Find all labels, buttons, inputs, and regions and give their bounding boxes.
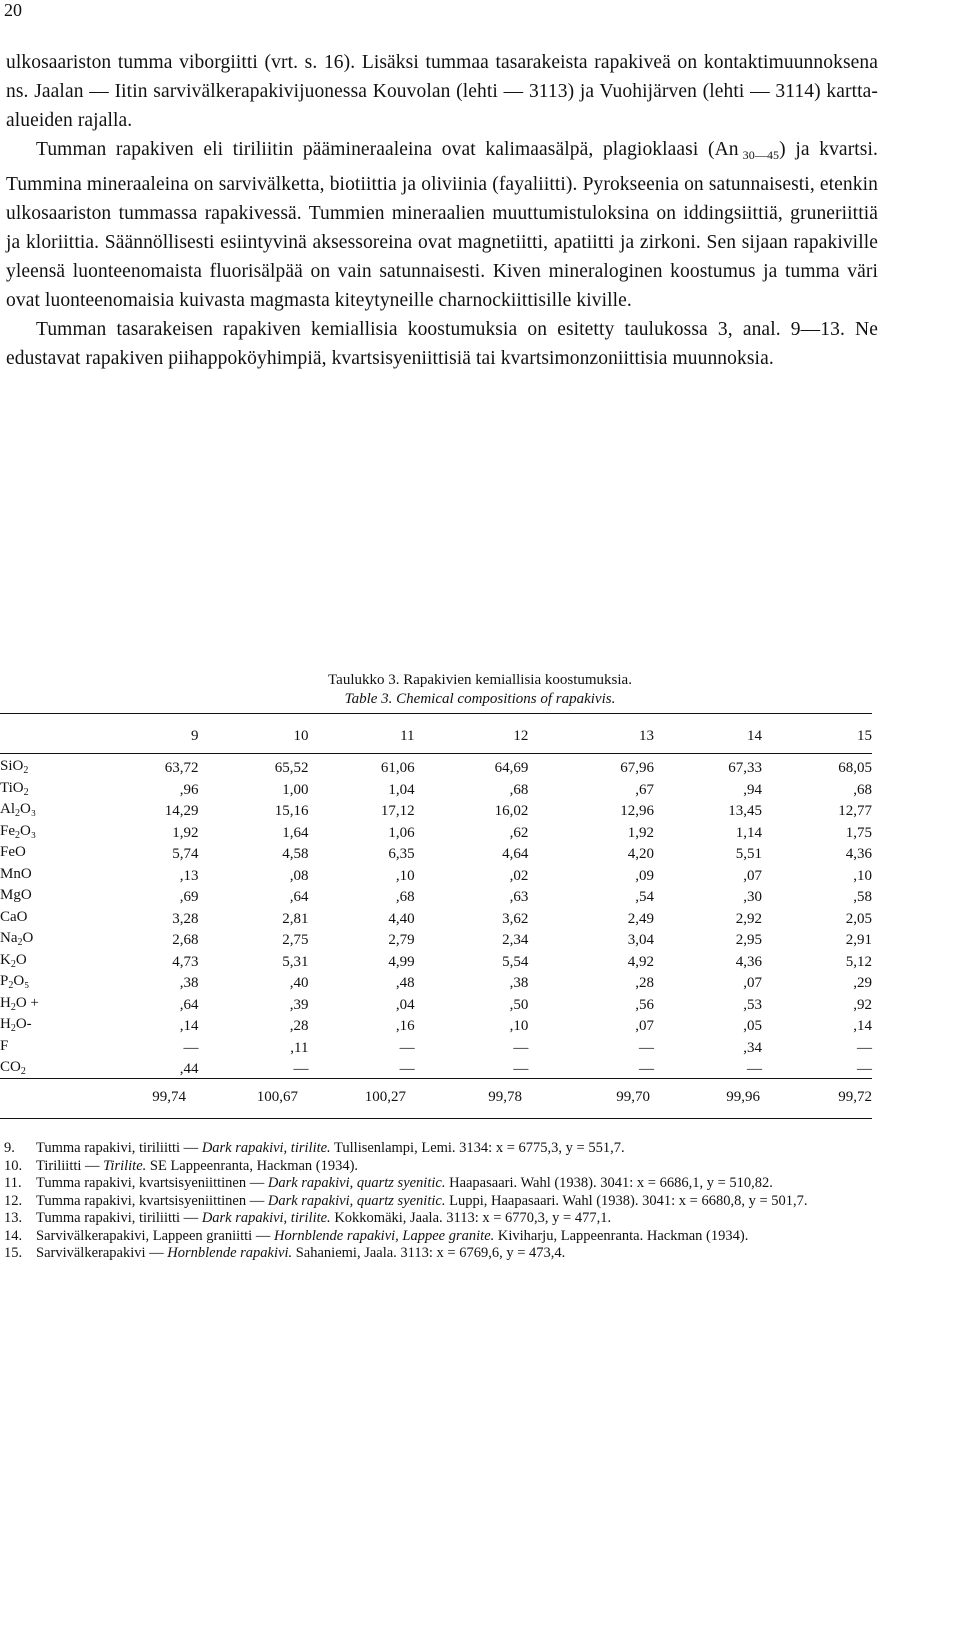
analysis-note: [4, 1140, 872, 1158]
table-cell: ,62: [509, 824, 529, 841]
table-cell: ,14: [853, 1018, 872, 1034]
table-cell: 1,06: [388, 824, 415, 841]
table-cell: 2,49: [627, 910, 654, 927]
table-cell: ,39: [289, 996, 309, 1013]
table-row: [0, 887, 872, 909]
column-header: 12: [513, 728, 529, 745]
table-cell: ,94: [743, 781, 762, 798]
table-cell: 15,16: [274, 803, 309, 819]
table-cell: —: [638, 1061, 654, 1077]
column-header: 9: [191, 728, 199, 745]
table-cell: ,07: [743, 975, 762, 991]
table-cell: ,92: [853, 996, 872, 1013]
table-cell: 5,74: [172, 846, 199, 862]
oxide-label: $CO_2$: [0, 1059, 26, 1077]
note-number: 13.: [4, 1210, 23, 1226]
oxide-label: SiO$_2$: [0, 758, 29, 776]
anorthite-range: 30—45: [742, 148, 780, 162]
paragraph-3: Tumman tasarakeisen rapakiven kemiallisia koostumuksia on esitetty taulukossa 3, anal. 9—13. Ne edustavat rapakiven piihappoköyhimpiä, kvartsisyeniittisiä tai kvartsimonzoniittisia muunnoksia.: [6, 319, 878, 369]
table-cell: 1,64: [282, 824, 309, 841]
table-cell: 2,05: [845, 910, 872, 927]
table-cell: 5,54: [502, 953, 529, 970]
table-cell: ,14: [179, 1018, 199, 1034]
table-cell: 13,45: [728, 803, 762, 819]
note-english-name: Dark rapakivi, quartz syenitic.: [267, 1175, 446, 1191]
totals-empty-cell: [0, 1087, 64, 1107]
column-header: 10: [293, 728, 309, 745]
table-cell: ,28: [289, 1018, 309, 1034]
table-cell: ,05: [743, 1018, 762, 1034]
total-value: 99,96: [726, 1088, 760, 1105]
note-text: Tumma rapakivi, kvartsisyeniittinen —: [36, 1175, 268, 1191]
table-cell: 5,31: [282, 953, 309, 970]
table-cell: ,29: [853, 975, 872, 991]
total-value: 100,27: [364, 1088, 406, 1105]
note-english-name: Dark rapakivi, tirilite.: [201, 1140, 331, 1156]
table-cell: ,50: [509, 996, 529, 1013]
table-cell: 6,35: [388, 846, 415, 862]
table-cell: ,54: [635, 889, 654, 905]
total-value: 99,78: [488, 1088, 522, 1105]
oxide-label: $Na_2O$: [0, 930, 34, 948]
table-cell: ,68: [395, 889, 415, 905]
table-cell: ,44: [179, 1061, 199, 1077]
table-cell: ,07: [743, 867, 762, 884]
note-locality: Kiviharju, Lappeenranta. Hackman (1934).: [494, 1227, 749, 1244]
table-top-rule: [0, 713, 872, 714]
table-row: [0, 930, 872, 952]
table-cell: ,53: [743, 996, 762, 1013]
table-cell: 3,28: [172, 910, 199, 927]
total-value: 99,74: [152, 1088, 186, 1105]
table-cell: —: [183, 1039, 199, 1056]
table-cell: ,16: [395, 1018, 415, 1034]
table-row: [0, 801, 872, 823]
table-cell: ,68: [853, 781, 872, 798]
table-row: [0, 1038, 872, 1060]
note-locality: Kokkomäki, Jaala. 3113: x = 6770,3, y = 477,1.: [330, 1210, 612, 1226]
body-text: [6, 48, 878, 373]
table-row: [0, 844, 872, 866]
table-cell: 61,06: [380, 760, 415, 776]
note-english-name: Dark rapakivi, tirilite.: [201, 1210, 331, 1226]
table-cell: ,63: [509, 889, 529, 905]
column-header: 14: [746, 728, 762, 745]
table-cell: 4,58: [282, 846, 309, 862]
table-cell: 4,40: [388, 910, 415, 927]
table-cell: ,38: [509, 975, 529, 991]
note-english-name: Tirilite.: [103, 1157, 147, 1174]
totals-table: [0, 1087, 872, 1107]
oxide-label: MnO: [0, 865, 32, 882]
oxide-label: F: [0, 1037, 9, 1054]
table-row: [0, 973, 872, 995]
page-number: 20: [4, 0, 22, 20]
table-cell: ,56: [635, 996, 654, 1013]
table-cell: 2,79: [388, 932, 415, 948]
table-cell: ,64: [289, 889, 309, 905]
table-cell: 1,04: [388, 781, 415, 798]
oxide-label: CaO: [0, 908, 28, 925]
table-cell: —: [399, 1039, 415, 1056]
note-text: Tumma rapakivi, tiriliitti —: [36, 1210, 202, 1226]
note-number: 15.: [4, 1245, 23, 1261]
table-cell: 4,36: [845, 846, 872, 862]
table-cell: ,02: [509, 867, 529, 884]
table-cell: —: [857, 1061, 872, 1077]
table-caption-english: Table 3. Chemical compositions of rapakivis.: [344, 691, 616, 707]
table-cell: ,28: [635, 975, 654, 991]
table-totals-rule: [0, 1078, 872, 1079]
table-cell: 5,12: [845, 953, 872, 970]
table-cell: 4,73: [172, 953, 199, 970]
table-cell: 2,81: [282, 910, 309, 927]
paragraph-1: ulkosaariston tumma viborgiitti (vrt. s. 16). Lisäksi tummaa tasarakeista rapakiveä on kontaktimuunnoksena ns. Jaalan — Iitin sarvivälkerapakivijuonessa Kouvolan (lehti — 3113) ja Vuohijärven (lehti — 3114) kartta-alueiden rajalla.: [6, 52, 878, 131]
table-cell: 2,91: [845, 932, 872, 948]
total-value: 99,70: [616, 1088, 650, 1105]
column-header: 15: [857, 728, 872, 745]
table-cell: 4,64: [502, 846, 529, 862]
table-cell: 65,52: [274, 760, 309, 776]
note-locality: Haapasaari. Wahl (1938). 3041: x = 6686,1, y = 510,82.: [445, 1175, 773, 1191]
note-locality: Luppi, Haapasaari. Wahl (1938). 3041: x = 6680,8, y = 501,7.: [445, 1192, 808, 1209]
note-text: Sarvivälkerapakivi —: [36, 1245, 168, 1261]
oxide-label: $H_2O$ +: [0, 994, 39, 1013]
table-cell: 17,12: [380, 803, 415, 819]
table-cell: 4,20: [627, 846, 654, 862]
analysis-note: [4, 1210, 872, 1228]
table-cell: —: [513, 1061, 529, 1077]
paragraph-2-part-b: ) ja kvartsi. Tummina mineraaleina on sarvivälketta, biotiittia ja oliviinia (fayaliitti). Pyrokseenia on satunnaisesti, etenkin ulkosaariston tummassa rapakivessä. Tummien mineraalien muuttumistuloksina on iddingsiittiä, gruneriittiä ja kloriittia. Säännöllisesti esiintyvinä aksessoreina ovat magnetiitti, apatiitti ja zirkoni. Sen sijaan rapakiville yleensä luonteenomaista fluorisälpää on vain satunnaisesti. Kiven mineraloginen koostumus ja tumma väri ovat luonteenomaisia kuivasta magmasta kiteytyneille charnockiittisille kiville.: [6, 139, 878, 311]
table-cell: ,40: [289, 975, 309, 991]
table-cell: ,48: [395, 975, 415, 991]
oxide-label: $P_2O_5$: [0, 973, 30, 991]
table-cell: 68,05: [838, 760, 872, 776]
table-cell: ,68: [509, 781, 529, 798]
oxide-label: $Fe_2O_3$: [0, 822, 37, 841]
table-cell: 1,14: [735, 824, 762, 841]
oxide-label: TiO$_2$: [0, 779, 29, 798]
table-cell: 3,04: [627, 932, 654, 948]
note-text: Sarvivälkerapakivi, Lappeen graniitti —: [36, 1227, 274, 1244]
table-cell: —: [857, 1039, 872, 1056]
table-cell: 12,96: [620, 803, 654, 819]
table-cell: ,30: [743, 889, 762, 905]
note-number: 9.: [4, 1140, 15, 1156]
table-caption-finnish: Taulukko 3. Rapakivien kemiallisia koostumuksia.: [328, 672, 632, 688]
note-english-name: Hornblende rapakivi, Lappee granite.: [273, 1227, 495, 1244]
note-number: 12.: [4, 1192, 23, 1209]
table-cell: 2,34: [502, 932, 529, 948]
table-cell: 4,36: [735, 953, 762, 970]
table-cell: —: [293, 1061, 309, 1077]
paragraph-2-part-a: Tumman rapakiven eli tiriliitin päämineraaleina ovat kalimaasälpä, plagioklaasi (An: [36, 139, 739, 160]
table-cell: 63,72: [164, 760, 199, 776]
table-cell: ,09: [635, 867, 654, 884]
header-empty-cell: [0, 724, 79, 750]
analysis-note: [4, 1175, 872, 1193]
column-header: 13: [638, 728, 654, 745]
note-locality: SE Lappeenranta, Hackman (1934).: [146, 1157, 359, 1174]
table-cell: 2,68: [172, 932, 199, 948]
table-row: [0, 823, 872, 845]
table-row: [0, 995, 872, 1017]
table-header-row: [0, 724, 872, 750]
oxide-label: MgO: [0, 887, 32, 903]
note-locality: Sahaniemi, Jaala. 3113: x = 6769,6, y = 473,4.: [292, 1245, 566, 1261]
oxide-label: $K_2O$: [0, 951, 27, 970]
note-text: Tumma rapakivi, tiriliitti —: [36, 1140, 202, 1156]
note-number: 14.: [4, 1227, 23, 1244]
analysis-note: [4, 1245, 872, 1263]
totals-row: [0, 1087, 872, 1107]
table-cell: 2,95: [735, 932, 762, 948]
table-cell: ,11: [290, 1039, 309, 1056]
table-cell: 2,75: [282, 932, 309, 948]
table-cell: ,08: [289, 867, 309, 884]
table-cell: 16,02: [494, 803, 529, 819]
table-cell: ,96: [179, 781, 199, 798]
table-cell: ,10: [509, 1018, 529, 1034]
table-cell: 4,92: [627, 953, 654, 970]
table-cell: 3,62: [502, 910, 529, 927]
table-row: [0, 909, 872, 931]
table-cell: 5,51: [735, 846, 762, 862]
table-cell: ,58: [853, 889, 872, 905]
table-cell: ,67: [635, 781, 654, 798]
analysis-note: [4, 1228, 872, 1246]
table-cell: ,04: [395, 996, 415, 1013]
table-row: [0, 750, 872, 780]
total-value: 99,72: [838, 1088, 872, 1105]
table-row: [0, 1016, 872, 1038]
table-cell: 2,92: [735, 910, 762, 927]
oxide-label: $Al_2O_3$: [0, 801, 37, 819]
table-cell: —: [638, 1039, 654, 1056]
table-cell: 67,33: [728, 760, 762, 776]
composition-table: [0, 724, 872, 1081]
table-cell: ,64: [179, 996, 199, 1013]
table-cell: 4,99: [388, 953, 415, 970]
table-cell: 14,29: [164, 803, 199, 819]
table-cell: ,34: [743, 1039, 762, 1056]
paragraph-2: [6, 135, 878, 315]
analysis-note: [4, 1193, 872, 1211]
table-row: [0, 780, 872, 802]
table-cell: 1,92: [627, 824, 654, 841]
table-notes: [4, 1140, 872, 1263]
note-text: Tiriliitti —: [36, 1157, 104, 1174]
analysis-note: [4, 1158, 872, 1176]
table-row: [0, 952, 872, 974]
table-cell: ,13: [179, 867, 199, 884]
note-english-name: Hornblende rapakivi.: [167, 1245, 293, 1261]
table-cell: 64,69: [494, 760, 529, 776]
table-cell: ,69: [179, 889, 199, 905]
table-cell: —: [399, 1061, 415, 1077]
table-cell: —: [746, 1061, 762, 1077]
table-cell: 1,75: [845, 824, 872, 841]
table-cell: 1,92: [172, 824, 199, 841]
table-cell: 67,96: [620, 760, 654, 776]
oxide-label: FeO: [0, 844, 26, 860]
note-text: Tumma rapakivi, kvartsisyeniittinen —: [36, 1192, 268, 1209]
table-cell: —: [513, 1039, 529, 1056]
table-bottom-rule: [0, 1118, 872, 1119]
table-cell: 1,00: [282, 781, 309, 798]
column-header: 11: [400, 728, 415, 745]
note-number: 11.: [4, 1175, 22, 1191]
table-cell: 12,77: [838, 803, 872, 819]
table-cell: ,07: [635, 1018, 654, 1034]
table-body: [0, 750, 872, 1081]
note-number: 10.: [4, 1157, 23, 1174]
totals-section: [0, 1087, 872, 1107]
total-value: 100,67: [256, 1088, 298, 1105]
note-locality: Tullisenlampi, Lemi. 3134: x = 6775,3, y = 551,7.: [330, 1140, 625, 1156]
table-cell: ,10: [853, 867, 872, 884]
table-row: [0, 866, 872, 888]
table-cell: ,38: [179, 975, 199, 991]
table-cell: ,10: [395, 867, 415, 884]
oxide-label: $H_2O-$: [0, 1016, 32, 1034]
note-english-name: Dark rapakivi, quartz syenitic.: [267, 1192, 446, 1209]
